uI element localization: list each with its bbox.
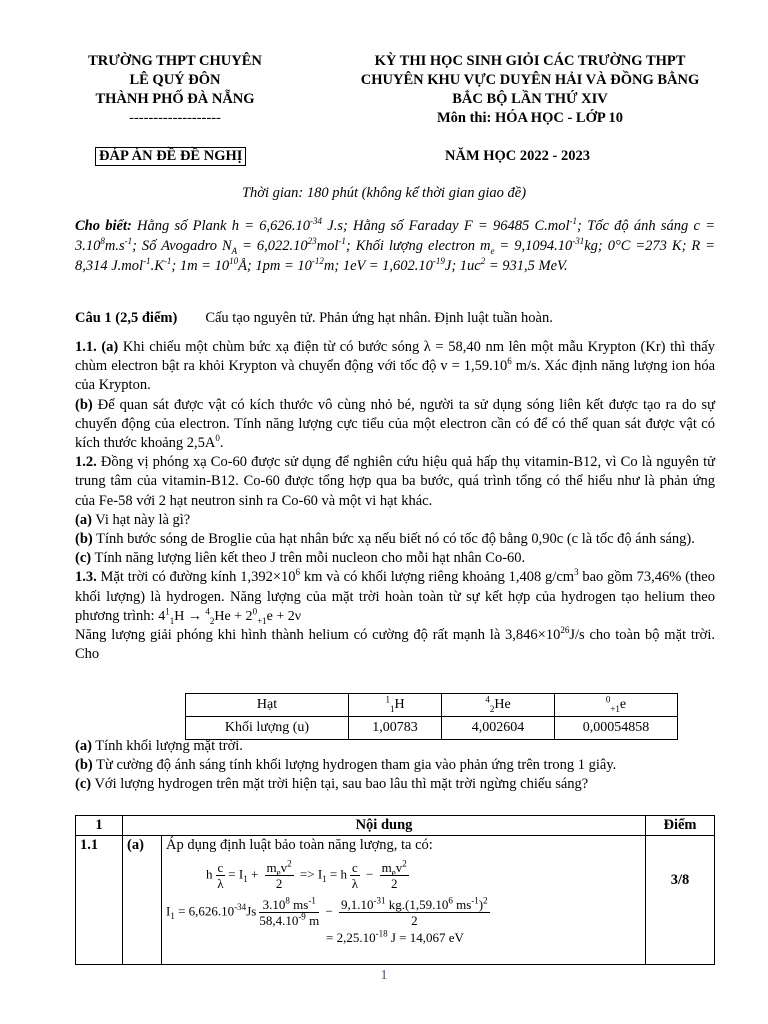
mass-cell: 0,00054858 bbox=[555, 717, 678, 740]
table-header-cell: Hạt bbox=[186, 694, 349, 717]
given-label: Cho biết: bbox=[75, 218, 132, 234]
page-number: 1 bbox=[380, 968, 388, 983]
fusion-equation: $4^1_1H \to ^4_2He + 2^0_{+1}e + 2\nu$ bbox=[158, 606, 302, 626]
school-separator: ------------------- bbox=[129, 110, 221, 126]
paragraph-1-3a: (a) Tính khối lượng mặt trời. bbox=[75, 738, 243, 754]
question-topic: Cấu tạo nguyên tử. Phản ứng hạt nhân. Định luật tuần hoàn. bbox=[205, 310, 553, 326]
question-1-heading bbox=[75, 310, 553, 327]
school-line: LÊ QUÝ ĐÔN bbox=[129, 72, 221, 88]
particle-cell: $^1_1$H bbox=[349, 694, 442, 717]
paragraph-1-2: 1.2. Đồng vị phóng xạ Co-60 được sử dụng để nghiên cứu hiệu quả hấp thụ vitamin-B12, vì Co là nguyên tử trung tâm của vitamin-B12. Co-60 được tổng hợp qua ba bước, quá trình tổng có thể hiểu như là phản ứng của Fe-58 với 2 hạt neutron sinh ra Co-60 và một vi hạt khác. bbox=[75, 454, 715, 509]
row-content: Áp dụng định luật bảo toàn năng lượng, ta có: h $\frac{c}{\lambda}$ = $I_1$ + $\frac{m_ev^2}{2}$ => $I_1 = h$ $\frac{c}{\lambda}$ − $\frac{m_ev^2}{2}$ $I_1 = 6,626.10^{-34}Js$ $\frac{3.10^8 ms^{-1}}{58,4.10^{-9} m}$ − $\frac{9,1.10^{-31} kg.(1,59.10^6 ms^{-1})^2}{2}$ = $2,25.10^{-18}$ J = 14,067 eV bbox=[162, 836, 646, 965]
paragraph-1-2b: (b) Tính bước sóng de Broglie của hạt nhân bức xạ nếu biết nó có tốc độ bằng 0,90c (c là tốc độ ánh sáng). bbox=[75, 531, 695, 548]
particle-mass-table bbox=[185, 693, 678, 740]
table-header-row bbox=[76, 816, 715, 836]
paragraph-1-1b: (b) Để quan sát được vật có kích thước vô cùng nhỏ bé, người ta sử dụng sóng liên kết được tạo ra do sự chuyển động của electron. Tính năng lượng cực tiểu của một electron cần có để có thể quan sát được vật có kích thước khoảng $2,5A^0$. bbox=[75, 396, 715, 452]
school-line: THÀNH PHỐ ĐÀ NẴNG bbox=[95, 91, 255, 107]
paragraph-1-3: 1.3. Mặt trời có đường kính $1,392\times 10^6$ km và có khối lượng riêng khoảng 1,408 $g/cm^3$ bao gồm 73,46% (theo khối lượng) là hydrogen. Năng lượng của mặt trời hoàn toàn từ sự kết hợp của hydrogen tạo helium theo phương trình: $4^1_1H \to ^4_2He + 2^0_{+1}e + 2\nu$ bbox=[75, 567, 715, 626]
energy-conservation-formula: h $\frac{c}{\lambda}$ = $I_1$ + $\frac{m_ev^2}{2}$ => $I_1 = h$ $\frac{c}{\lambda}$ − $\frac{m_ev^2}{2}$ bbox=[206, 858, 407, 891]
row-num: 1.1 bbox=[76, 836, 123, 965]
mass-cell: 1,00783 bbox=[349, 717, 442, 740]
paragraph-1-3b: (b) Từ cường độ ánh sáng tính khối lượng hydrogen tham gia vào phản ứng trên trong 1 giây. bbox=[75, 757, 617, 774]
mass-cell: 4,002604 bbox=[442, 717, 555, 740]
paragraph-1-3-energy: Năng lượng giải phóng khi hình thành helium có cường độ rất mạnh là $3,846\times 10^{26}J/s$ cho toàn bộ mặt trời. Cho bbox=[75, 625, 716, 663]
exam-header bbox=[320, 52, 740, 128]
header-num: 1 bbox=[76, 816, 123, 836]
row-score: 3/8 bbox=[646, 836, 715, 965]
exam-line: CHUYÊN KHU VỰC DUYÊN HẢI VÀ ĐỒNG BẰNG bbox=[360, 72, 700, 88]
exam-subject: Môn thi: HÓA HỌC - LỚP 10 bbox=[436, 110, 624, 126]
exam-line: BẮC BỘ LẦN THỨ XIV bbox=[452, 91, 608, 107]
question-body bbox=[75, 338, 715, 664]
paragraph-1-1a: 1.1. (a) Khi chiếu một chùm bức xạ điện từ có bước sóng λ = 58,40 nm lên một mẫu Krypton (Kr) thì thấy chùm electron bật ra khỏi Krypton và chuyển động với tốc độ $v = 1,59.10^6$ m/s. Xác định năng lượng ion hóa của Krypton. bbox=[75, 339, 716, 394]
particle-cell: $^0_{+1}$e bbox=[555, 694, 678, 717]
school-year: NĂM HỌC 2022 - 2023 bbox=[445, 148, 590, 164]
row-part: (a) bbox=[123, 836, 162, 965]
table-row bbox=[186, 694, 678, 717]
table-row bbox=[76, 836, 715, 965]
question-1-3-parts bbox=[75, 737, 715, 795]
paragraph-1-2c: (c) Tính năng lượng liên kết theo J trên mỗi nucleon cho mỗi hạt nhân Co-60. bbox=[75, 550, 526, 567]
question-label: Câu 1 (2,5 điểm) bbox=[75, 310, 178, 326]
exam-line: KỲ THI HỌC SINH GIỎI CÁC TRƯỜNG THPT bbox=[374, 53, 686, 69]
solution-table bbox=[75, 815, 715, 965]
particle-cell: $^4_2$He bbox=[442, 694, 555, 717]
table-header-cell: Khối lượng (u) bbox=[186, 717, 349, 740]
school-line: TRƯỜNG THPT CHUYÊN bbox=[88, 53, 262, 69]
header-content: Nội dung bbox=[123, 816, 646, 836]
header-score: Điểm bbox=[646, 816, 715, 836]
ionization-calc: $I_1 = 6,626.10^{-34}Js$ $\frac{3.10^8 ms^{-1}}{58,4.10^{-9} m}$ − $\frac{9,1.10^{-31} kg.(1,59.10^6 ms^{-1})^2}{2}$ bbox=[166, 895, 488, 928]
paragraph-1-2a: (a) Vi hạt này là gì? bbox=[75, 511, 191, 528]
paragraph-1-3c: (c) Với lượng hydrogen trên mặt trời hiện tại, sau bao lâu thì mặt trời ngừng chiếu sáng? bbox=[75, 776, 589, 793]
time-note: Thời gian: 180 phút (không kể thời gian giao đề) bbox=[241, 185, 527, 201]
ionization-result: = $2,25.10^{-18}$ J = 14,067 eV bbox=[326, 928, 464, 945]
school-header bbox=[70, 52, 280, 128]
given-constants: Cho biết: Hằng số Plank $h = 6,626.10^{-34}$ J.s; Hằng số Faraday F = 96485 C.mol$^{-1}$; Tốc độ ánh sáng $c = 3.10^8m.s^{-1}$; Số Avogadro $N_A = 6,022.10^{23}mol^{-1}$; Khối lượng electron $m_e = 9,1094.10^{-31}kg$; 0°C =273 K; R = 8,314 $J.mol^{-1}.K^{-1}$; $1m = 10^{10}Å$; $1pm = 10^{-12}m$; $1eV = 1,602.10^{-19}J$; $1uc^2 = 931,5$ MeV. bbox=[75, 216, 715, 274]
answer-label: ĐÁP ÁN ĐỀ ĐỀ NGHỊ bbox=[95, 147, 246, 166]
